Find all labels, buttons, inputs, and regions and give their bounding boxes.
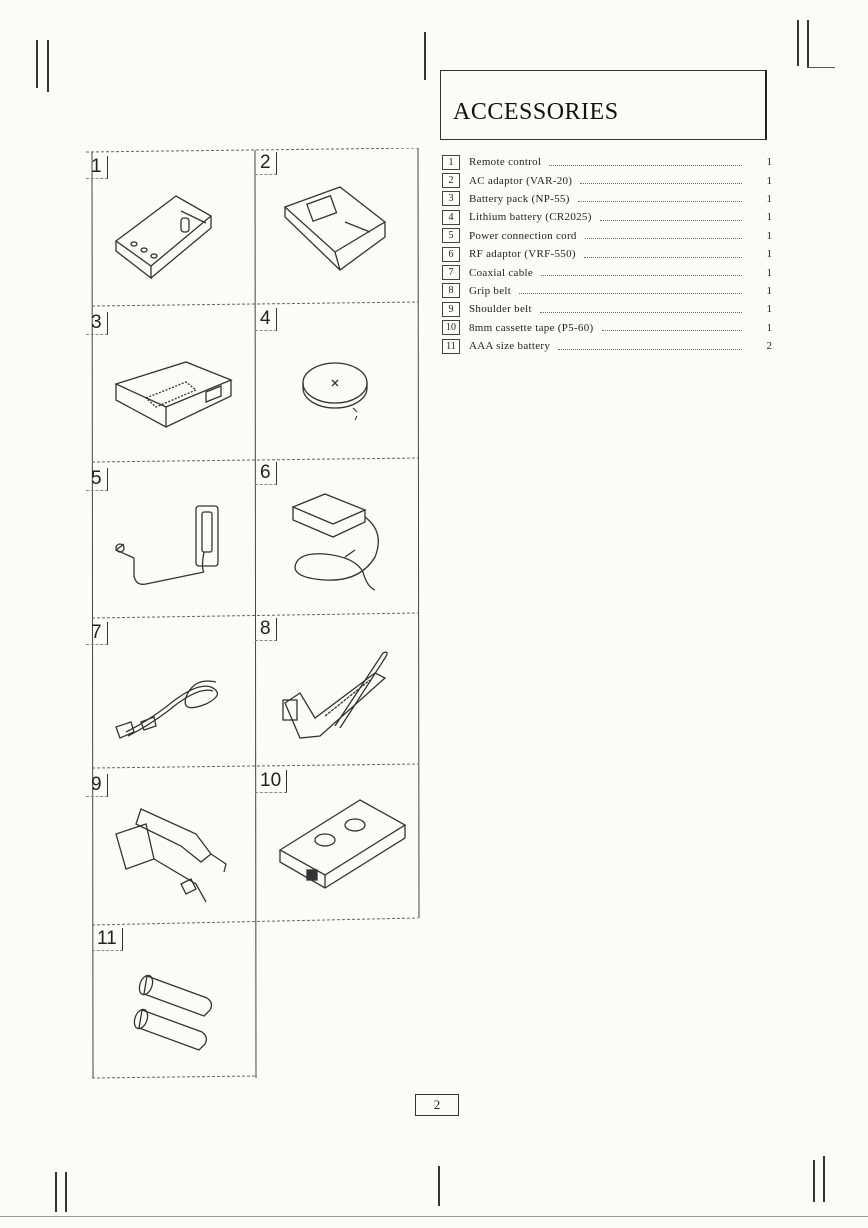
leader-dots [602,324,743,331]
aaa-battery-illustration [92,928,254,1078]
scan-mark [797,20,799,66]
item-quantity: 1 [766,321,772,334]
scan-mark [0,1216,868,1217]
leader-dots [549,159,742,166]
power-cord-illustration [86,468,248,618]
leader-dots [541,269,742,276]
panel-number: 8 [255,618,277,641]
leader-dots [580,177,742,184]
item-quantity: 1 [766,174,772,187]
item-index: 11 [442,339,460,354]
item-label: Lithium battery (CR2025) [469,211,592,224]
item-label: Remote control [469,156,542,169]
scan-mark [438,1166,440,1206]
list-item [442,208,772,226]
item-index: 9 [442,302,460,317]
item-index: 6 [442,247,460,262]
item-quantity: 2 [766,340,772,353]
leader-dots [584,251,742,258]
panel-number: 11 [92,928,123,951]
list-item [442,263,772,281]
panel-number: 9 [86,774,108,797]
scan-mark [823,1156,825,1202]
cassette-tape-illustration [255,770,417,920]
item-label: Battery pack (NP-55) [469,192,570,205]
leader-dots [578,195,742,202]
scan-mark [55,1172,57,1212]
panel-number: 7 [86,622,108,645]
scan-mark [424,32,426,80]
item-quantity: 1 [766,229,772,242]
scan-mark [65,1172,67,1212]
panel-8 [255,618,417,768]
panel-6 [255,462,417,612]
panel-number: 5 [86,468,108,491]
item-index: 3 [442,191,460,206]
item-quantity: 1 [766,192,772,205]
panel-number: 6 [255,462,277,485]
scan-mark [36,40,38,88]
page-title: ACCESSORIES [453,99,619,125]
item-index: 5 [442,228,460,243]
item-quantity: 1 [766,156,772,169]
item-quantity: 1 [766,266,772,279]
list-item [442,337,772,355]
panel-number: 2 [255,152,277,175]
panel-4 [255,308,417,458]
page-number: 2 [415,1094,459,1116]
panel-7 [86,622,248,772]
panel-number: 1 [86,156,108,179]
panel-10 [255,770,417,920]
grip-belt-illustration [255,618,417,768]
accessory-list [442,153,772,355]
item-index: 2 [442,173,460,188]
item-label: Grip belt [469,284,512,297]
list-item [442,282,772,300]
list-item [442,227,772,245]
scan-mark [47,40,49,92]
item-quantity: 1 [766,211,772,224]
item-index: 7 [442,265,460,280]
list-item [442,245,772,263]
item-label: AC adaptor (VAR-20) [469,174,573,187]
item-label: AAA size battery [469,340,551,353]
shoulder-belt-illustration [86,774,248,924]
lithium-battery-illustration [255,308,417,458]
leader-dots [540,306,742,313]
scan-mark [813,1160,815,1202]
list-item [442,153,772,171]
leader-dots [585,232,742,239]
title-box [440,70,767,140]
panel-number: 4 [255,308,277,331]
item-label: 8mm cassette tape (P5-60) [469,321,594,334]
scan-mark [807,20,809,68]
panel-5 [86,468,248,618]
item-index: 1 [442,155,460,170]
panel-11 [92,928,254,1078]
rf-adaptor-illustration [255,462,417,612]
item-quantity: 1 [766,303,772,316]
panel-2 [255,152,417,302]
panel-number: 3 [86,312,108,335]
leader-dots [558,343,742,350]
leader-dots [600,214,742,221]
item-index: 8 [442,283,460,298]
item-label: RF adaptor (VRF-550) [469,248,576,261]
item-label: Power connection cord [469,229,577,242]
panel-1 [86,156,248,306]
panel-3 [86,312,248,462]
panel-number: 10 [255,770,287,793]
battery-pack-illustration [86,312,248,462]
panel-9 [86,774,248,924]
list-item [442,171,772,189]
ac-adaptor-illustration [255,152,417,302]
scan-mark [807,67,835,68]
item-index: 4 [442,210,460,225]
item-quantity: 1 [766,284,772,297]
item-quantity: 1 [766,248,772,261]
list-item [442,190,772,208]
item-label: Coaxial cable [469,266,534,279]
coaxial-cable-illustration [86,622,248,772]
item-index: 10 [442,320,460,335]
remote-control-illustration [86,156,248,306]
list-item [442,319,772,337]
list-item [442,300,772,318]
leader-dots [519,287,742,294]
item-label: Shoulder belt [469,303,532,316]
